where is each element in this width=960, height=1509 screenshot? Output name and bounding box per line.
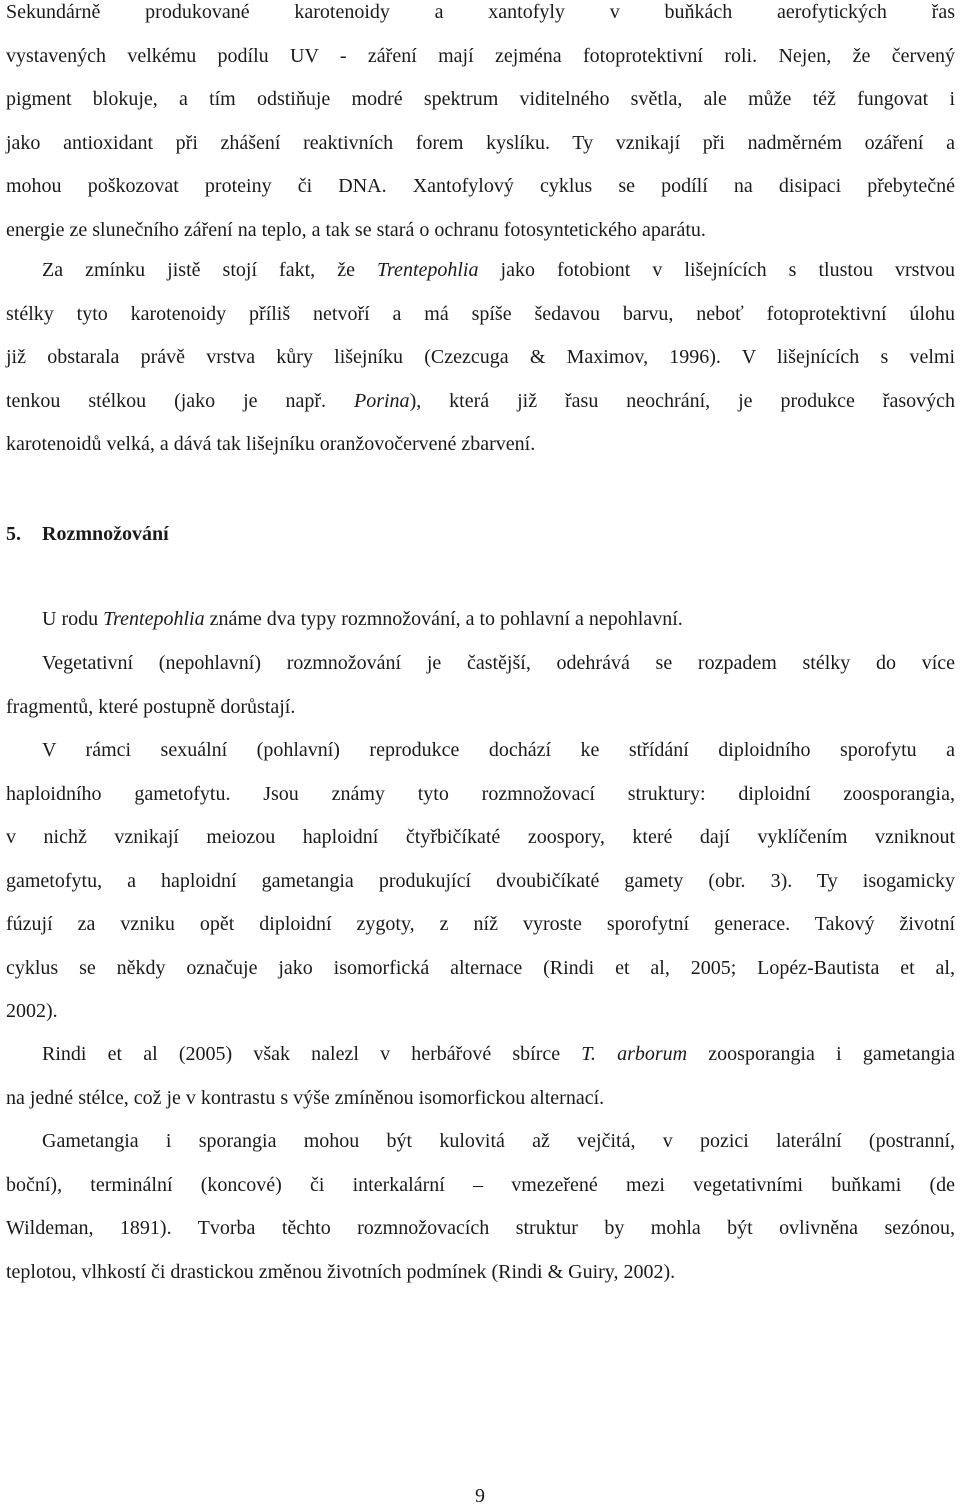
text-line [6,0,955,24]
text-run: stélky tyto karotenoidy příliš netvoří a má spíše šedavou barvu, neboť fotoprotektivní úlohu [6,303,955,325]
section-number: 5. [6,523,21,545]
text-line [42,1129,955,1153]
text-line [6,825,955,849]
text-line [6,131,955,155]
text-run: fragmentů, které postupně dorůstají. [6,696,296,718]
text-run: energie ze slunečního záření na teplo, a tak se stará o ochranu fotosyntetického aparátu. [6,219,706,241]
text-run: tenkou stélkou (jako je např. [6,390,354,412]
text-line [42,258,955,282]
page-number: 9 [475,1485,485,1507]
italic-text: Porina [354,390,410,412]
text-run: jako antioxidant při zhášení reaktivních forem kyslíku. Ty vznikají při nadměrném ozáření a [6,132,955,154]
text-run: teplotou, vlhkostí či drastickou změnou životních podmínek (Rindi & Guiry, 2002). [6,1261,676,1283]
section-title: Rozmnožování [42,523,169,545]
text-run: U rodu [42,608,104,630]
italic-text: Trentepohlia [377,259,479,281]
text-run: V rámci sexuální (pohlavní) reprodukce dochází ke střídání diploidního sporofytu a [42,739,955,761]
text-run: pigment blokuje, a tím odstiňuje modré spektrum viditelného světla, ale může též fungovat i [6,88,955,110]
text-line [6,302,955,326]
text-line [6,999,955,1023]
text-run: Sekundárně produkované karotenoidy a xantofyly v buňkách aerofytických řas [6,1,955,23]
text-line [6,87,955,111]
text-line [6,345,955,369]
text-line [6,912,955,936]
text-run: gametofytu, a haploidní gametangia produkující dvoubičíkaté gamety (obr. 3). Ty isogamicky [6,870,955,892]
text-run: mohou poškozovat proteiny či DNA. Xantofylový cyklus se podílí na disipaci přebytečné [6,175,955,197]
text-line [6,1216,955,1240]
text-run: cyklus se někdy označuje jako isomorfická alternace (Rindi et al, 2005; Lopéz-Bautista et al, [6,957,955,979]
text-run: haploidního gametofytu. Jsou známy tyto rozmnožovací struktury: diploidní zoosporangia, [6,783,955,805]
text-line [6,1086,955,1110]
section-heading [6,522,169,546]
text-line [6,44,955,68]
text-line [6,869,955,893]
text-run: Wildeman, 1891). Tvorba těchto rozmnožovacích struktur by mohla být ovlivněna sezónou, [6,1217,955,1239]
text-line [6,218,955,242]
text-line [6,432,955,456]
text-run: jako fotobiont v lišejnících s tlustou vrstvou [478,259,956,281]
text-run: zoosporangia i gametangia [687,1043,956,1065]
italic-text: T. arborum [581,1043,688,1065]
text-run: známe dva typy rozmnožování, a to pohlavní a nepohlavní. [204,608,683,630]
text-run: již obstarala právě vrstva kůry lišejníku (Czezcuga & Maximov, 1996). V lišejnících s velmi [6,346,955,368]
text-run: ), která již řasu neochrání, je produkce řasových [409,390,955,412]
text-line [6,174,955,198]
text-run: 2002). [6,1000,58,1022]
text-run: Rindi et al (2005) však nalezl v herbářové sbírce [42,1043,582,1065]
text-line [42,607,955,631]
italic-text: Trentepohlia [103,608,205,630]
text-line [6,695,955,719]
text-run: v nichž vznikají meiozou haploidní čtyřbičíkaté zoospory, které dají vyklíčením vzniknout [6,826,955,848]
text-line [6,1260,955,1284]
text-line [6,782,955,806]
text-run: Gametangia i sporangia mohou být kulovitá až vejčitá, v pozici laterální (postranní, [42,1130,955,1152]
text-line [42,1042,955,1066]
text-line [6,1173,955,1197]
text-line [42,738,955,762]
text-run: na jedné stélce, což je v kontrastu s výše zmíněnou isomorfickou alternací. [6,1087,605,1109]
text-run: vystavených velkému podílu UV - záření mají zejména fotoprotektivní roli. Nejen, že červený [6,45,955,67]
text-line [6,389,955,413]
text-line [42,651,955,675]
text-run: Vegetativní (nepohlavní) rozmnožování je častější, odehrává se rozpadem stélky do více [42,652,955,674]
text-run: boční), terminální (koncové) či interkalární – vmezeřené mezi vegetativními buňkami (de [6,1174,955,1196]
text-run: karotenoidů velká, a dává tak lišejníku oranžovočervené zbarvení. [6,433,536,455]
text-run: Za zmínku jistě stojí fakt, že [42,259,377,281]
text-run: fúzují za vzniku opět diploidní zygoty, z níž vyroste sporofytní generace. Takový životní [6,913,955,935]
text-line [6,956,955,980]
